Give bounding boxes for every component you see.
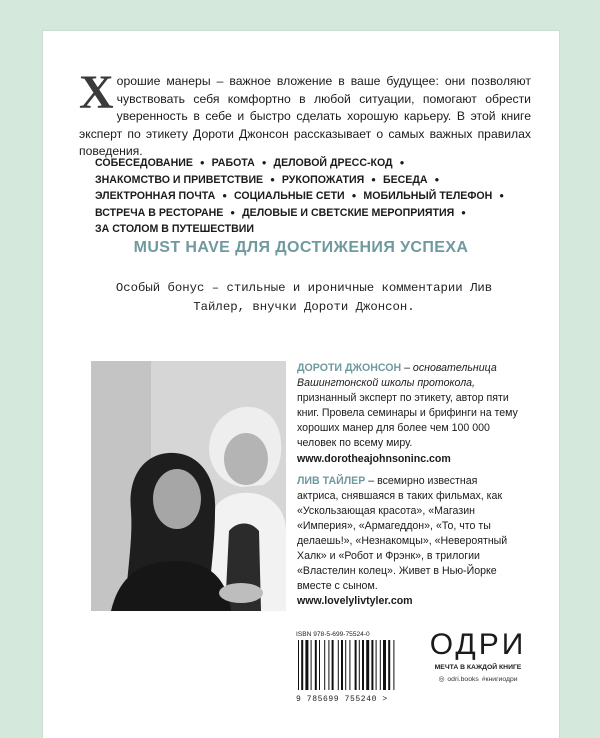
topic-item: ЭЛЕКТРОННАЯ ПОЧТА <box>95 190 216 203</box>
bio-dorothy-text: признанный эксперт по этикету, автор пяти книг. Провела семинары и брифинги на тему хороших манер для более чем 100 000 человек по всему миру. <box>297 392 518 450</box>
topic-item: ЗНАКОМСТВО И ПРИВЕТСТВИЕ <box>95 173 264 186</box>
barcode-digits: 9 785699 755240 > <box>296 695 388 704</box>
topic-separator: ● <box>399 158 405 167</box>
topic-separator: ● <box>199 158 205 167</box>
instagram-icon: ◎ <box>438 676 445 683</box>
headline: MUST HAVE ДЛЯ ДОСТИЖЕНИЯ УСПЕХА <box>133 239 469 256</box>
topic-item: МОБИЛЬНЫЙ ТЕЛЕФОН <box>363 190 493 203</box>
isbn-label: ISBN 978-5-699-75524-0 <box>296 631 370 638</box>
bio-liv-name: ЛИВ ТАЙЛЕР <box>297 474 366 487</box>
topic-item: СОБЕСЕДОВАНИЕ <box>95 157 193 169</box>
back-cover-panel <box>42 30 560 738</box>
social-handle: odri.books <box>447 675 479 683</box>
bio-column <box>297 361 519 617</box>
publisher-tagline: МЕЧТА В КАЖДОЙ КНИГЕ <box>434 664 522 671</box>
barcode-image <box>296 640 414 690</box>
authors-photo <box>91 361 286 611</box>
topic-separator: ● <box>461 207 467 217</box>
drop-cap: Х <box>79 66 114 119</box>
topic-item: ДЕЛОВЫЕ И СВЕТСКИЕ МЕРОПРИЯТИЯ <box>242 206 455 219</box>
publisher-name: ОДРИ <box>429 628 527 661</box>
topic-separator: ● <box>261 158 267 167</box>
topic-item: РАБОТА <box>211 157 255 169</box>
topic-separator: ● <box>499 191 505 201</box>
bio-dorothy-role: основательница Вашингтонской школы протокола, <box>297 362 497 390</box>
topic-item: БЕСЕДА <box>382 173 428 186</box>
social-hashtag: #книгиодри <box>481 675 518 683</box>
topic-separator: ● <box>434 174 440 184</box>
topic-separator: ● <box>222 191 228 201</box>
bio-dorothy-name: ДОРОТИ ДЖОНСОН <box>297 362 402 374</box>
topic-item: ВСТРЕЧА В РЕСТОРАНЕ <box>95 206 224 219</box>
topic-separator: ● <box>351 191 357 201</box>
bonus-text: Особый бонус – стильные и ироничные комментарии Лив Тайлер, внучки Дороти Джонсон. <box>115 281 493 314</box>
bio-liv-url[interactable]: www.lovelylivtyler.com <box>297 595 413 608</box>
topic-separator: ● <box>270 174 275 184</box>
topic-separator: ● <box>230 207 236 217</box>
bio-dorothy-url[interactable]: www.dorotheajohnsoninc.com <box>297 452 451 465</box>
barcode-block <box>296 631 416 709</box>
topic-item: ЗА СТОЛОМ В ПУТЕШЕСТВИИ <box>95 223 255 236</box>
publisher-social <box>423 675 533 683</box>
bio-dorothy: ДОРОТИ ДЖОНСОН – основательница Вашингтонской школы протокола, признанный эксперт по этикету, автор пяти книг. Провела семинары и брифинги на тему хороших манер для более чем 100 000 человек по всему миру. www.dorotheajohnsoninc.com <box>297 362 518 465</box>
topic-item: СОЦИАЛЬНЫЕ СЕТИ <box>234 190 345 203</box>
intro-paragraph <box>79 66 531 161</box>
topic-item: ДЕЛОВОЙ ДРЕСС-КОД <box>273 157 393 169</box>
topic-item: РУКОПОЖАТИЯ <box>281 173 365 186</box>
topics-list <box>95 155 515 238</box>
topic-separator: ● <box>371 174 377 184</box>
bio-liv-text: – всемирно известная актриса, снявшаяся в таких фильмах, как «Ускользающая красота», «Магазин «Империя», «Армагеддон», «То, что ты делаешь!», «Незнакомцы», «Невероятный Халк» и «Робот и Фрэнк», в трилогии «Властелин колец». Живет в Нью-Йорке вместе с сыном. <box>297 474 508 593</box>
authors-photo-illustration <box>91 361 286 611</box>
intro-text: орошие манеры – важное вложение в ваше будущее: они позволяют чувствовать себя комфортно в любой ситуации, помогают обрести уверенность в себе и быстро сделать хорошую карьеру. В этой книге эксперт по этикету Дороти Джонсон рассказывает о самых важных правилах поведения. <box>79 74 531 158</box>
publisher-logo <box>423 628 533 683</box>
bio-liv <box>297 474 519 610</box>
